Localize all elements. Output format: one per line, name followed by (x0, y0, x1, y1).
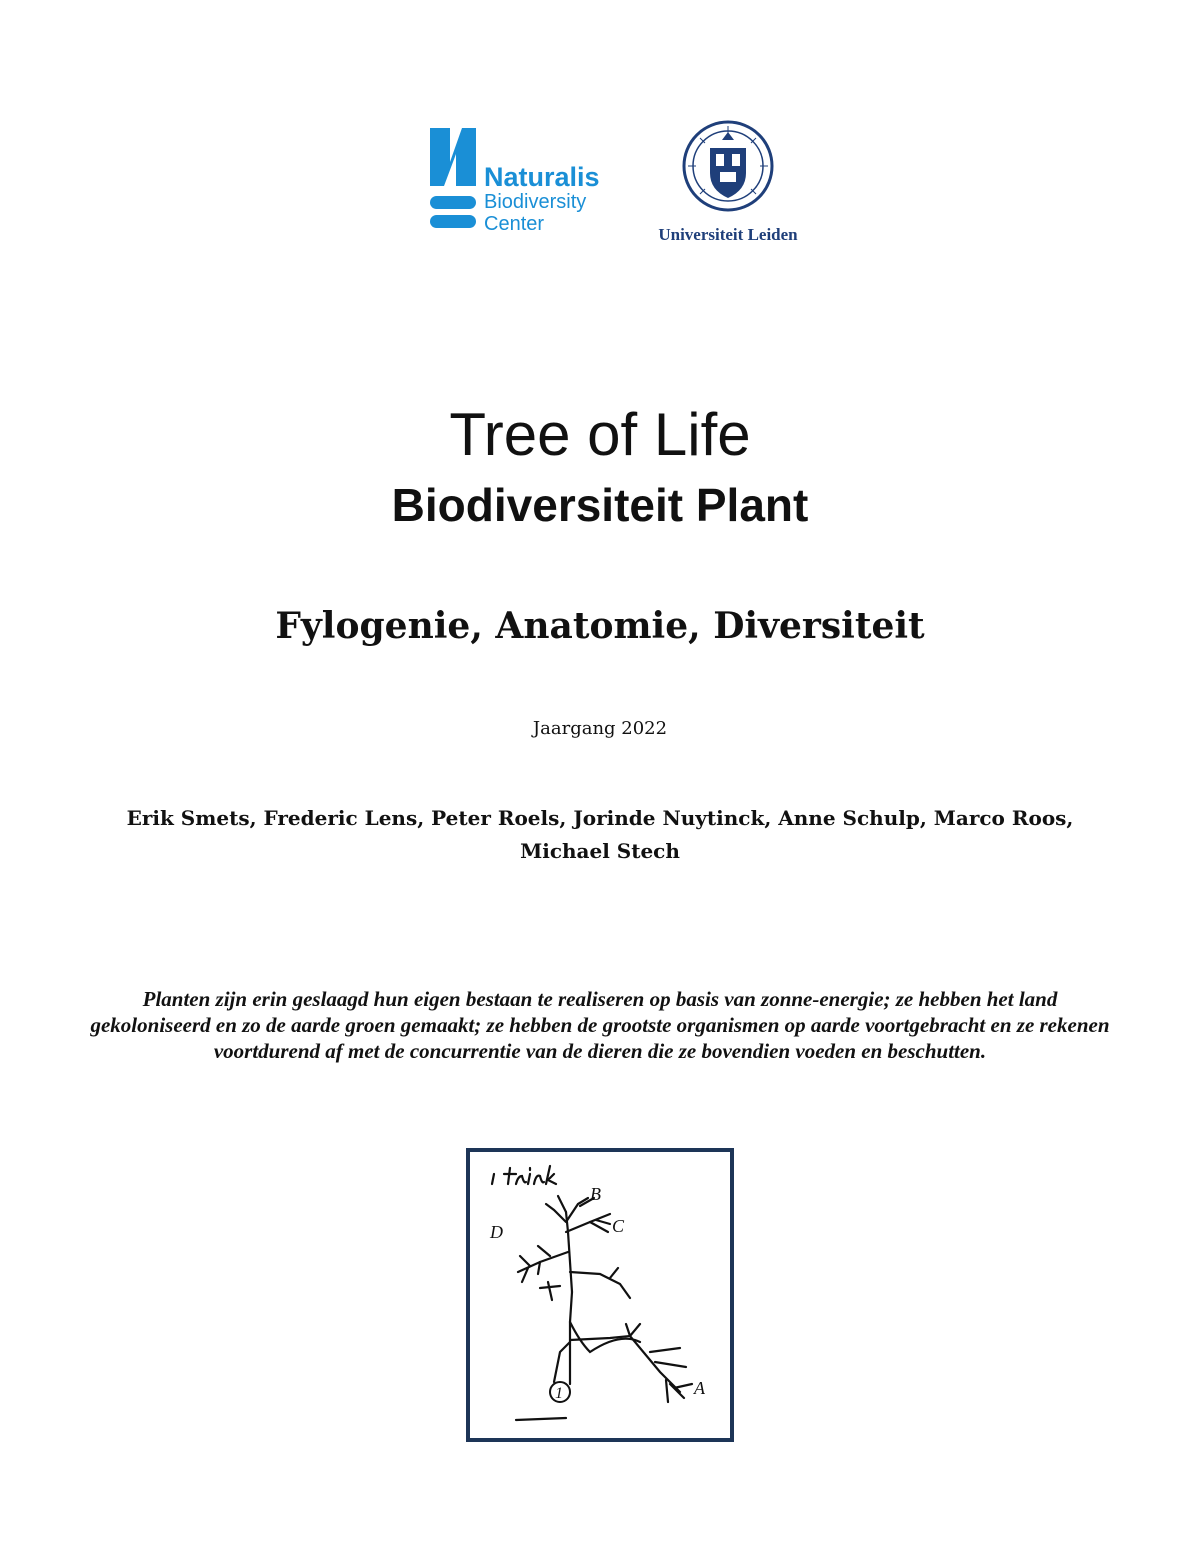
tree-sketch-image (470, 1152, 730, 1438)
logo-row (0, 118, 1200, 258)
author-list: Erik Smets, Frederic Lens, Peter Roels, Jorinde Nuytinck, Anne Schulp, Marco Roos, Michael Stech (126, 806, 1074, 863)
sketch-label-d: D (490, 1222, 503, 1242)
document-subtitle: Biodiversiteit Plant (391, 479, 809, 531)
sketch-label-a: A (694, 1378, 705, 1398)
naturalis-wordmark: Naturalis (484, 162, 600, 192)
document-year: Jaargang 2022 (532, 718, 668, 739)
tree-sketch-frame (466, 1148, 734, 1442)
naturalis-line3: Center (484, 213, 545, 235)
document-subject: Fylogenie, Anatomie, Diversiteit (275, 605, 925, 647)
leiden-seal-logo (640, 118, 815, 253)
sketch-label-1: 1 (555, 1385, 563, 1402)
naturalis-logo (428, 126, 628, 236)
intro-quote: Planten zijn erin geslaagd hun eigen bestaan te realiseren op basis van zonne-energie; ze hebben het land gekoloniseerd en zo de aarde groen gemaakt; ze hebben de grootste organismen op aarde voortgebracht en ze rekenen voortdurend af met de concurrentie van de dieren die ze bovendien voeden en beschutten. (90, 987, 1110, 1063)
sketch-caption: I think (490, 1182, 493, 1183)
leiden-wordmark: Universiteit Leiden (658, 225, 798, 244)
sketch-label-b: B (590, 1184, 601, 1204)
document-title: Tree of Life (449, 401, 751, 468)
sketch-label-c: C (612, 1216, 625, 1236)
naturalis-line2: Biodiversity (484, 191, 587, 213)
